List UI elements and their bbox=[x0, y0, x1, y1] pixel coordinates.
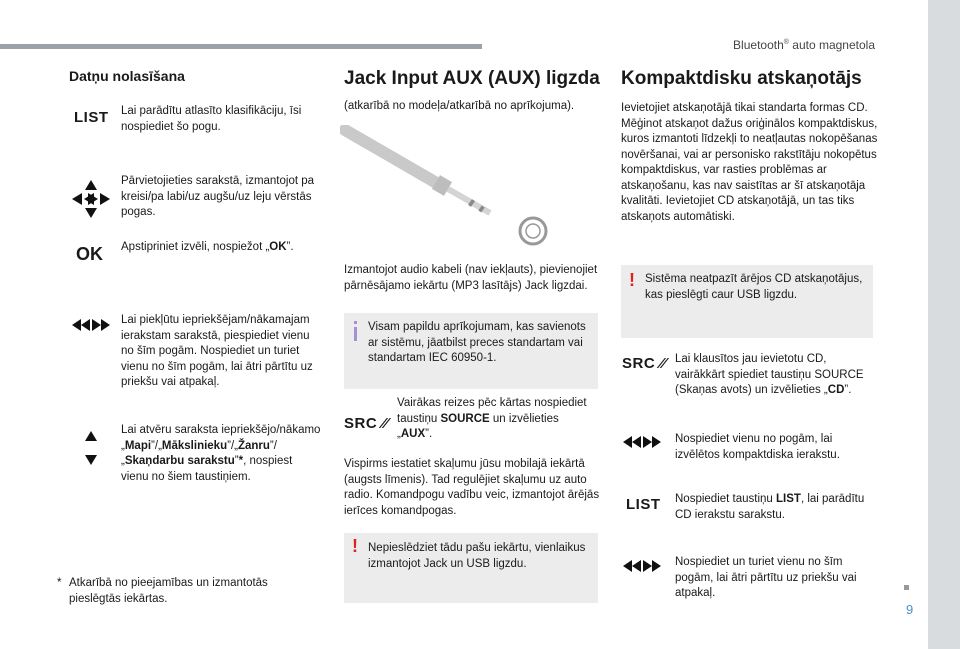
right-src-text: Lai klausītos jau ievietotu CD, vairākkārt spiediet taustiņu SOURCE (Skaņas avots) un izvēlieties „CD”. bbox=[675, 353, 864, 396]
left-heading: Datņu nolasīšana bbox=[69, 68, 185, 84]
warning-icon: ! bbox=[352, 536, 358, 556]
warning-icon: ! bbox=[629, 270, 635, 290]
page-marker bbox=[904, 585, 909, 590]
up-down-arrows-icon bbox=[83, 430, 99, 466]
left-item-list-text: Lai parādītu atlasīto klasifikāciju, īsi nospiediet šo pogu. bbox=[121, 105, 302, 133]
right-warning-text: Sistēma neatpazīt ārējos CD atskaņotājus, kas pieslēgti caur USB ligzdu. bbox=[645, 273, 863, 301]
src-icon-middle: SRC ⁄⁄ bbox=[344, 415, 388, 432]
right-warning-note bbox=[621, 265, 873, 338]
middle-heading: Jack Input AUX (AUX) ligzda bbox=[344, 68, 600, 89]
four-way-arrows-icon bbox=[70, 178, 112, 220]
middle-warning-text: Nepieslēdziet tādu pašu iekārtu, vienlaikus izmantojot Jack un USB ligzdu. bbox=[368, 542, 586, 570]
middle-src-text: Vairākas reizes pēc kārtas nospiediet taustiņu SOURCE un izvēlieties „AUX”. bbox=[397, 397, 587, 440]
middle-para2: Vispirms iestatiet skaļumu jūsu mobilajā iekārtā (augsts līmenis). Tad regulējiet skaļumu uz auto radio. Komandpogu vadību veic, izmantojot ārējās ierīces komandpogas. bbox=[344, 458, 600, 517]
right-para1: Ievietojiet atskaņotājā tikai standarta formas CD. Mēģinot atskaņot dažus oriģinālos kompaktdiskus, kuros izmantoti līdzekļi to neatļautas nokopēšanas novēršanai, vai ar personisko rakstītāju nokopētus kompaktdiskus, var rasties problēmas ar atskaņošanu, kas nav saistītas ar šī atskaņotāja kvalitāti. Ievietojiet CD atskaņotājā, un tas tiks atskaņots automātiski. bbox=[621, 102, 878, 223]
footnote-star: * bbox=[57, 577, 62, 589]
left-item-updown-text: Lai atvēru saraksta iepriekšējo/nākamo „Mapi”/„Mākslinieku”/„Žanru”/„Skaņdarbu sarakstu”*, nospiest vienu no šiem taustiņiem. bbox=[121, 424, 321, 483]
ok-icon: OK bbox=[76, 244, 103, 264]
list-icon: LIST bbox=[626, 496, 661, 513]
info-dot bbox=[354, 321, 357, 324]
right-item-track-text: Nospiediet vienu no pogām, lai izvēlētos kompaktdiska ierakstu. bbox=[675, 433, 840, 461]
middle-info-note bbox=[344, 313, 598, 389]
middle-warning-note bbox=[344, 533, 598, 603]
right-item-list-text: Nospiediet taustiņu LIST, lai parādītu CD ierakstu sarakstu. bbox=[675, 493, 865, 521]
middle-subtitle: (atkarībā no modeļa/atkarībā no aprīkojuma). bbox=[344, 100, 575, 112]
footnote-text: Atkarībā no pieejamības un izmantotās pieslēgtās iekārtas. bbox=[69, 577, 268, 605]
prev-next-arrows-icon bbox=[621, 435, 663, 449]
side-strip bbox=[928, 0, 960, 649]
prev-next-arrows-icon bbox=[70, 318, 112, 332]
prev-next-arrows-icon bbox=[621, 559, 663, 573]
right-item-seek-text: Nospiediet un turiet vienu no šīm pogām, lai ātri pārtītu uz priekšu vai atpakaļ. bbox=[675, 556, 857, 599]
page-number: 9 bbox=[906, 602, 914, 617]
jack-plug-illustration bbox=[340, 125, 550, 250]
middle-info-text: Visam papildu aprīkojumam, kas savienots ar sistēmu, jāatbilst preces standartam vai standartam IEC 60950-1. bbox=[368, 321, 586, 364]
middle-para1: Izmantojot audio kabeli (nav iekļauts), pievienojiet pārnēsājamo iekārtu (MP3 lasītājs) Jack ligzdai. bbox=[344, 264, 598, 292]
left-item-arrows-text: Pārvietojieties sarakstā, izmantojot pa kreisi/pa labi/uz augšu/uz leju vērstās pogas. bbox=[121, 175, 315, 218]
list-icon: LIST bbox=[74, 109, 109, 126]
right-heading: Kompaktdisku atskaņotājs bbox=[621, 68, 862, 89]
left-item-ok-text: Apstipriniet izvēli, nospiežot „OK”. bbox=[121, 241, 294, 253]
info-icon bbox=[354, 327, 357, 341]
page-header-title: Bluetooth® auto magnetola bbox=[733, 38, 875, 52]
src-icon-right: SRC ⁄⁄ bbox=[622, 355, 666, 372]
left-item-prevnext-text: Lai piekļūtu iepriekšējam/nākamajam ierakstam sarakstā, piespiediet vienu no šīm pogām. Nospiediet un turiet vienu no šīm pogām, lai ātri pārtītu uz priekšu vai atpakaļ. bbox=[121, 314, 313, 388]
top-rule bbox=[0, 44, 482, 49]
